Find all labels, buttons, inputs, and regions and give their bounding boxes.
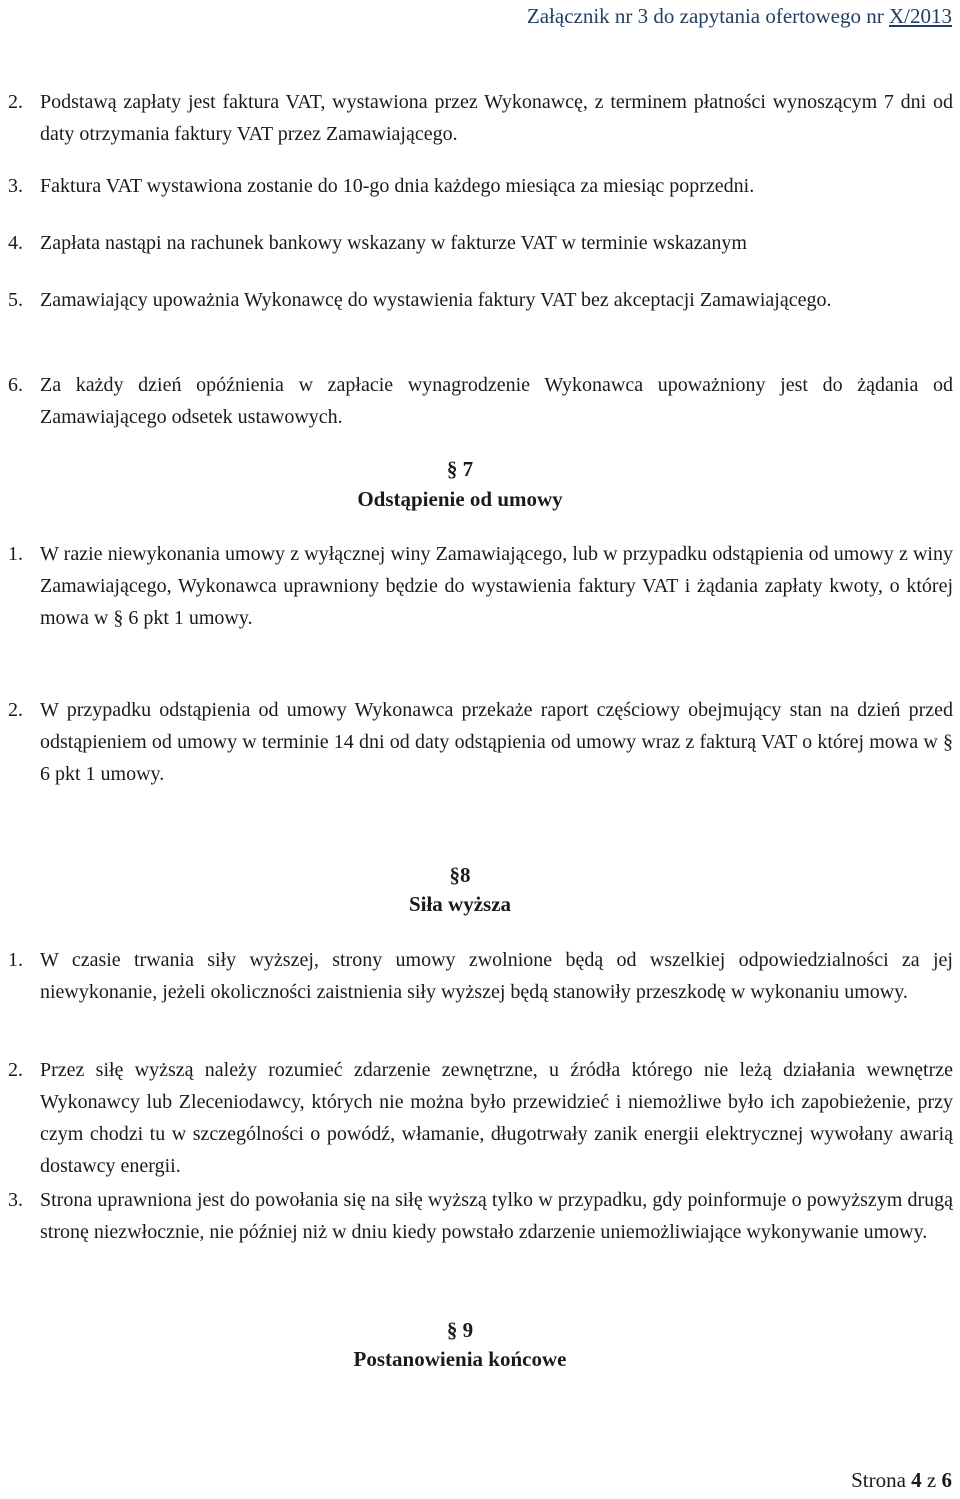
section-number: § 9 [446, 1318, 474, 1342]
section-title: Siła wyższa [408, 892, 512, 916]
item-number: 3. [8, 1189, 23, 1211]
section-number: §8 [449, 863, 471, 887]
section-title: Odstąpienie od umowy [357, 487, 563, 511]
item-number: 6. [8, 374, 23, 396]
item-number: 2. [8, 91, 23, 113]
item-text: W razie niewykonania umowy z wyłącznej winy Zamawiającego, lub w przypadku odstąpienia od umowy z winy Zamawiającego, Wykonawca uprawniony będzie do wystawienia faktury VAT i żądania zapłaty kwoty, o której mowa w § 6 pkt 1 umowy. [40, 543, 953, 629]
page-footer [851, 1468, 952, 1493]
list-item [8, 538, 953, 634]
item-number: 4. [8, 232, 23, 254]
item-text: Zapłata nastąpi na rachunek bankowy wskazany w fakturze VAT w terminie wskazanym [40, 232, 747, 254]
item-text: W czasie trwania siły wyższej, strony umowy zwolnione będą od wszelkiej odpowiedzialności za jej niewykonanie, jeżeli okoliczności zaistnienia siły wyższej będą stanowiły przeszkodę w wykonaniu umowy. [40, 949, 953, 1003]
header-prefix: Załącznik nr 3 do zapytania ofertowego nr [526, 4, 889, 28]
item-text: Przez siłę wyższą należy rozumieć zdarzenie zewnętrzne, u źródła którego nie leżą działania wewnętrze Wykonawcy lub Zleceniodawcy, których nie można było przewidzieć i niemożliwe było ich zapobieżenie, przy czym chodzi tu w szczególności o powódź, włamanie, długotrwały zanik energii elektrycznej wywołany awarią dostawcy energii. [40, 1059, 953, 1177]
item-number: 2. [8, 699, 23, 721]
list-item [8, 1184, 953, 1248]
footer-mid: z [921, 1468, 942, 1492]
list-item [8, 694, 953, 790]
footer-prefix: Strona [851, 1468, 912, 1492]
header-code: X/2013 [889, 4, 952, 28]
section-title: Postanowienia końcowe [353, 1347, 567, 1371]
list-item [8, 86, 953, 150]
item-number: 5. [8, 289, 23, 311]
list-item [8, 369, 953, 433]
item-text: Faktura VAT wystawiona zostanie do 10-go dnia każdego miesiąca za miesiąc poprzedni. [40, 175, 755, 197]
list-item [8, 1054, 953, 1182]
item-text: Zamawiający upoważnia Wykonawcę do wystawienia faktury VAT bez akceptacji Zamawiającego. [40, 289, 832, 311]
footer-page-total: 6 [941, 1468, 952, 1492]
item-text: Strona uprawniona jest do powołania się na siłę wyższą tylko w przypadku, gdy poinformuje o powyższym drugą stronę niezwłocznie, nie później niż w dniu kiedy powstało zdarzenie uniemożliwiające wykonywanie umowy. [40, 1189, 953, 1243]
item-text: Za każdy dzień opóźnienia w zapłacie wynagrodzenie Wykonawca upoważniony jest do żądania od Zamawiającego odsetek ustawowych. [40, 374, 953, 428]
item-number: 2. [8, 1059, 23, 1081]
footer-page-number: 4 [911, 1468, 922, 1492]
list-item [8, 284, 953, 316]
item-number: 3. [8, 175, 23, 197]
item-number: 1. [8, 949, 23, 971]
list-item [8, 227, 953, 259]
page-header [527, 4, 952, 29]
section-number: § 7 [446, 457, 474, 481]
item-number: 1. [8, 543, 23, 565]
list-item [8, 944, 953, 1008]
item-text: Podstawą zapłaty jest faktura VAT, wystawiona przez Wykonawcę, z terminem płatności wynoszącym 7 dni od daty otrzymania faktury VAT przez Zamawiającego. [40, 91, 953, 145]
list-item [8, 170, 953, 202]
item-text: W przypadku odstąpienia od umowy Wykonawca przekaże raport częściowy obejmujący stan na dzień przed odstąpieniem od umowy w terminie 14 dni od daty odstąpienia od umowy wraz z fakturą VAT o której mowa w § 6 pkt 1 umowy. [40, 699, 953, 785]
